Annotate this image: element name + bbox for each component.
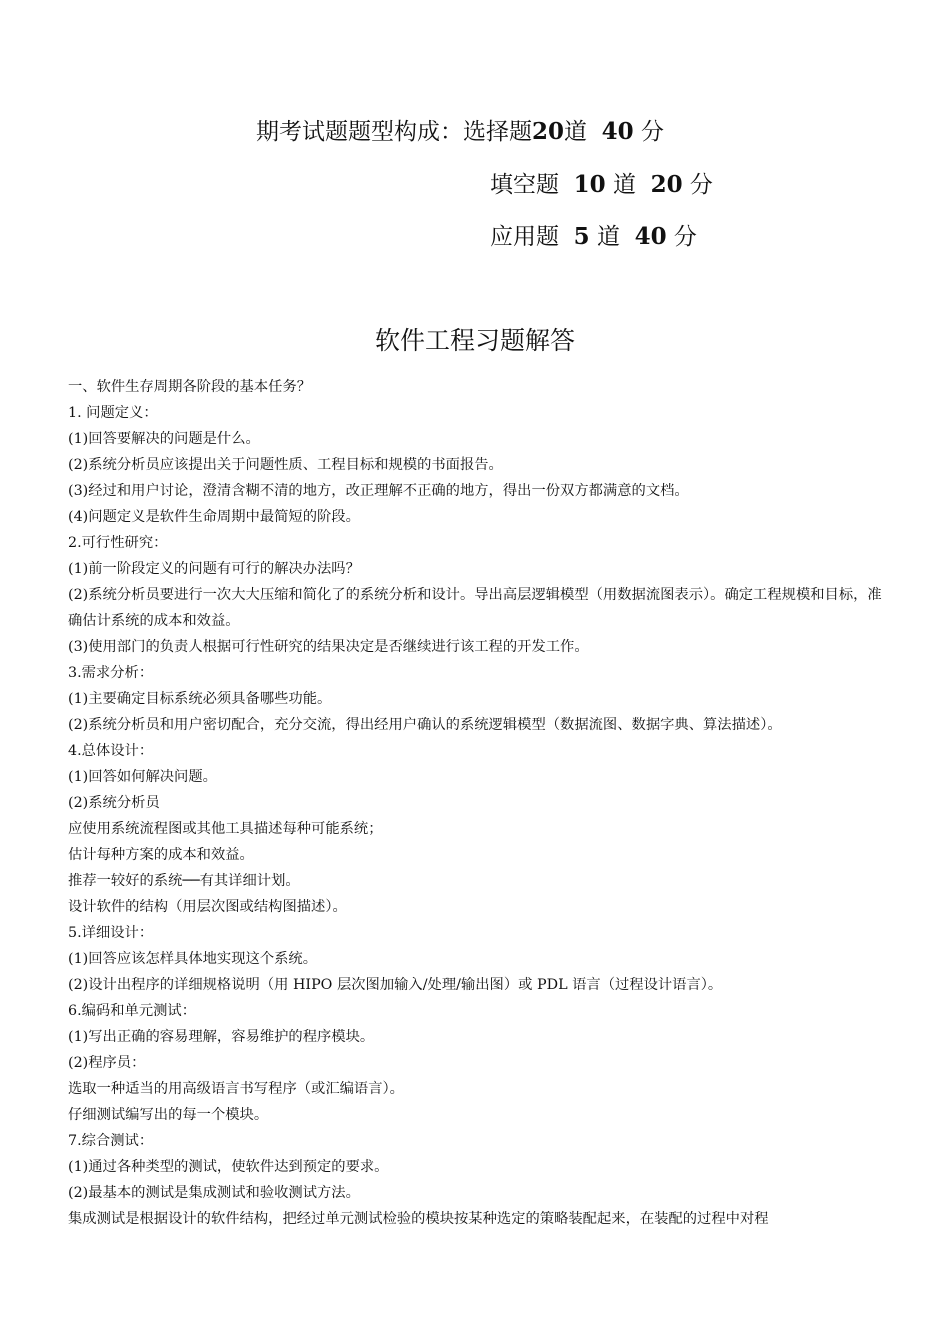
document-body (68, 374, 886, 1232)
exam-structure-label: 期考试题题型构成： (256, 119, 463, 145)
body-line: (2)系统分析员应该提出关于问题性质、工程目标和规模的书面报告。 (68, 457, 503, 473)
exam-structure-row-application (490, 222, 697, 252)
body-line: (1)回答要解决的问题是什么。 (68, 431, 260, 447)
body-line: 选取一种适当的用高级语言书写程序（或汇编语言）。 (68, 1081, 404, 1097)
body-line: 5.详细设计： (68, 925, 154, 941)
body-line: (1)回答应该怎样具体地实现这个系统。 (68, 951, 317, 967)
exam-structure-row-fill (490, 170, 713, 200)
body-line: 6.编码和单元测试： (68, 1003, 197, 1019)
body-line: (2)程序员： (68, 1055, 146, 1071)
body-line: 推荐一较好的系统──有其详细计划。 (68, 873, 300, 889)
question-count: 5 (573, 223, 590, 250)
body-line: (1)主要确定目标系统必须具备哪些功能。 (68, 691, 332, 707)
body-line: 应使用系统流程图或其他工具描述每种可能系统； (68, 821, 383, 837)
body-line: (1)通过各种类型的测试，使软件达到预定的要求。 (68, 1159, 389, 1175)
body-line: (2)系统分析员要进行一次大大压缩和简化了的系统分析和设计。导出高层逻辑模型（用数据流图表示）。确定工程规模和目标，准确估计系统的成本和效益。 (68, 587, 882, 629)
body-line: (4)问题定义是软件生命周期中最简短的阶段。 (68, 509, 360, 525)
points-unit: 分 (673, 224, 697, 250)
body-line: (1)写出正确的容易理解，容易维护的程序模块。 (68, 1029, 375, 1045)
body-line: (2)最基本的测试是集成测试和验收测试方法。 (68, 1185, 360, 1201)
question-type: 填空题 (490, 172, 559, 198)
body-line: 一、软件生存周期各阶段的基本任务？ (68, 379, 312, 395)
question-points: 40 (634, 223, 667, 250)
count-unit: 道 (596, 224, 620, 250)
body-line: 3.需求分析： (68, 665, 154, 681)
body-line: (2)系统分析员 (68, 795, 160, 811)
body-line: 设计软件的结构（用层次图或结构图描述）。 (68, 899, 347, 915)
exam-structure-row-choice (256, 117, 664, 147)
count-unit: 道 (612, 172, 636, 198)
body-line: (2)设计出程序的详细规格说明（用 HIPO 层次图加输入/处理/输出图）或 PDL 语言（过程设计语言）。 (68, 977, 723, 993)
question-points: 20 (650, 171, 683, 198)
body-line: 仔细测试编写出的每一个模块。 (68, 1107, 269, 1123)
body-line: (1)回答如何解决问题。 (68, 769, 217, 785)
body-line: 7.综合测试： (68, 1133, 154, 1149)
body-line: (3)使用部门的负责人根据可行性研究的结果决定是否继续进行该工程的开发工作。 (68, 639, 589, 655)
question-points: 40 (601, 118, 634, 145)
question-type: 选择题 (463, 119, 532, 145)
points-unit: 分 (689, 172, 713, 198)
body-line: 4.总体设计： (68, 743, 154, 759)
question-type: 应用题 (490, 224, 559, 250)
body-line: 2.可行性研究： (68, 535, 168, 551)
count-unit: 道 (564, 119, 588, 145)
body-line: (2)系统分析员和用户密切配合，充分交流，得出经用户确认的系统逻辑模型（数据流图、数据字典、算法描述）。 (68, 717, 782, 733)
question-count: 10 (573, 171, 606, 198)
body-line: 集成测试是根据设计的软件结构，把经过单元测试检验的模块按某种选定的策略装配起来，在装配的过程中对程 (68, 1211, 769, 1227)
body-line: 估计每种方案的成本和效益。 (68, 847, 254, 863)
body-line: (1)前一阶段定义的问题有可行的解决办法吗？ (68, 561, 360, 577)
body-line: 1. 问题定义： (68, 405, 158, 421)
question-count: 20 (532, 118, 565, 145)
points-unit: 分 (640, 119, 664, 145)
document-title: 软件工程习题解答 (374, 326, 575, 355)
body-line: (3)经过和用户讨论，澄清含糊不清的地方，改正理解不正确的地方，得出一份双方都满意的文档。 (68, 483, 689, 499)
